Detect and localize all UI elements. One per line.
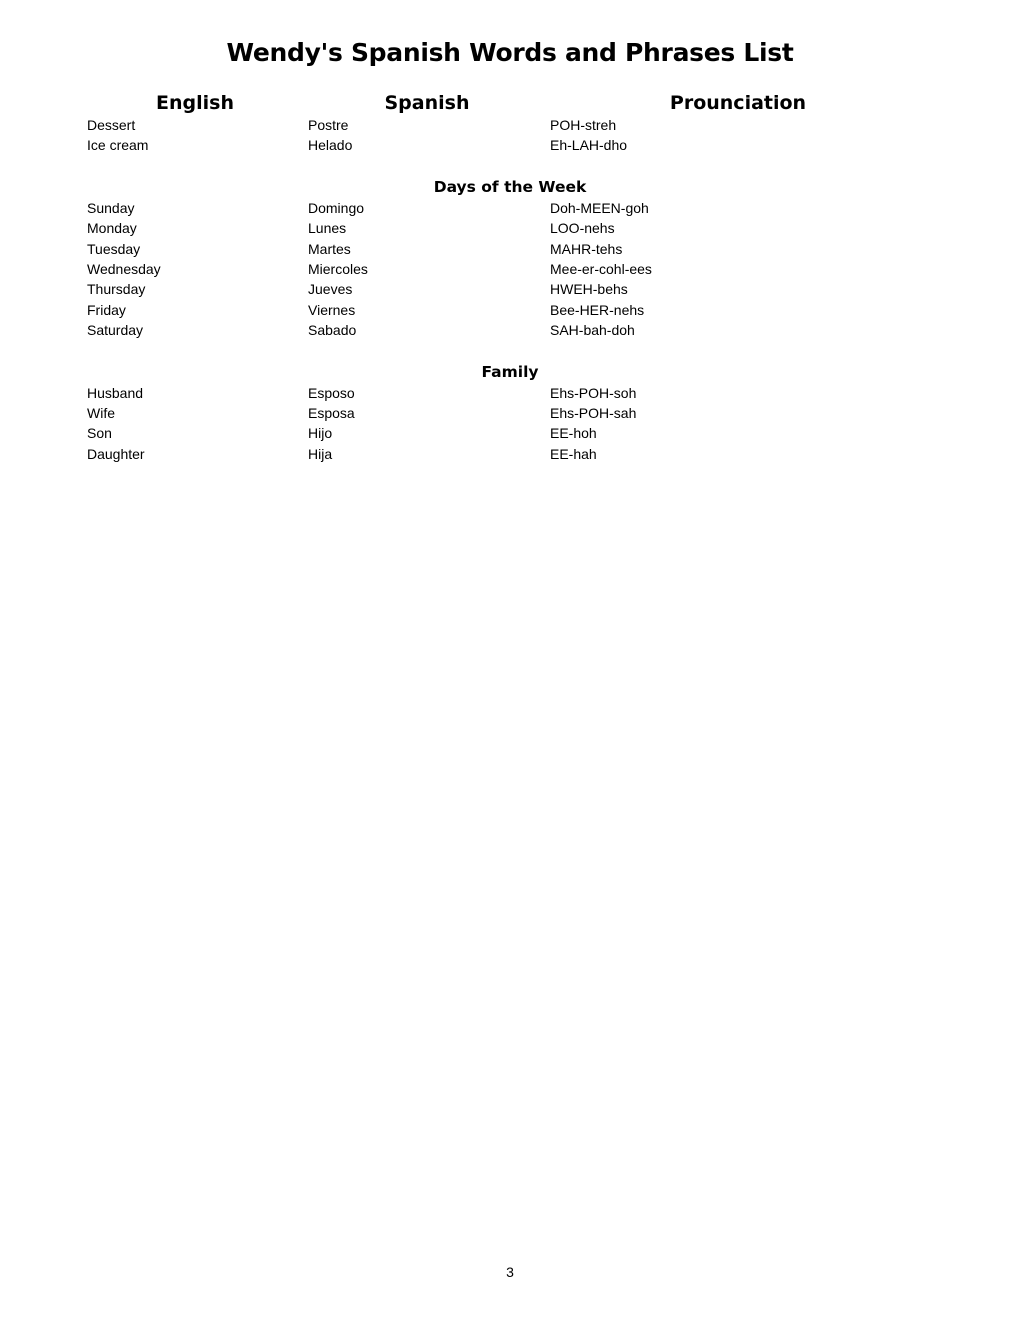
english-word: Wife	[87, 404, 115, 421]
spanish-word: Hijo	[308, 425, 333, 442]
section-heading: Family	[481, 362, 539, 381]
pronunciation: SAH-bah-doh	[550, 322, 635, 339]
pronunciation: Eh-LAH-dho	[550, 137, 628, 154]
vocabulary-row	[0, 218, 1020, 238]
english-word: Thursday	[87, 281, 146, 298]
vocabulary-row	[0, 239, 1020, 259]
vocabulary-row	[0, 320, 1020, 340]
pronunciation: EE-hoh	[550, 425, 597, 442]
vocabulary-row	[0, 198, 1020, 218]
english-word: Daughter	[87, 445, 145, 462]
english-word: Son	[87, 425, 112, 442]
english-word: Tuesday	[87, 240, 141, 257]
spanish-word: Miercoles	[308, 260, 368, 277]
spanish-word: Sabado	[308, 322, 357, 339]
column-header-pronunciation: Prounciation	[669, 92, 807, 114]
spanish-word: Domingo	[308, 199, 365, 216]
english-word: Husband	[87, 384, 144, 401]
pronunciation: LOO-nehs	[550, 220, 615, 237]
spanish-word: Esposo	[308, 384, 355, 401]
vocabulary-section-general	[0, 115, 1020, 156]
spanish-word: Postre	[308, 117, 349, 133]
vocabulary-row	[0, 259, 1020, 279]
spanish-word: Helado	[308, 137, 353, 154]
pronunciation: Doh-MEEN-goh	[550, 199, 649, 216]
pronunciation: MAHR-tehs	[550, 240, 623, 257]
section-spacer	[0, 156, 1020, 176]
vocabulary-row	[0, 444, 1020, 464]
english-word: Dessert	[87, 117, 136, 133]
column-header-english: English	[156, 92, 234, 114]
english-word: Sunday	[87, 199, 135, 216]
english-word: Saturday	[87, 322, 144, 339]
pronunciation: Ehs-POH-soh	[550, 384, 637, 401]
page-title: Wendy's Spanish Words and Phrases List	[226, 38, 794, 67]
vocabulary-row	[0, 403, 1020, 423]
vocabulary-section-family	[0, 361, 1020, 465]
vocabulary-row	[0, 300, 1020, 320]
spanish-word: Jueves	[308, 281, 353, 298]
vocabulary-row	[0, 135, 1020, 155]
section-heading: Days of the Week	[433, 177, 587, 196]
vocabulary-row	[0, 279, 1020, 299]
vocabulary-section-days	[0, 176, 1020, 341]
english-word: Monday	[87, 220, 137, 237]
english-word: Ice cream	[87, 137, 149, 154]
vocabulary-row	[0, 423, 1020, 443]
vocabulary-row	[0, 383, 1020, 403]
page-number: 3	[506, 1264, 514, 1280]
spanish-word: Viernes	[308, 301, 356, 318]
column-header-spanish: Spanish	[384, 92, 470, 114]
column-headers	[0, 89, 1020, 117]
spanish-word: Martes	[308, 240, 351, 257]
vocabulary-list	[0, 115, 1020, 464]
english-word: Wednesday	[87, 260, 161, 277]
pronunciation: POH-streh	[550, 117, 617, 133]
pronunciation: Ehs-POH-sah	[550, 404, 637, 421]
pronunciation: HWEH-behs	[550, 281, 628, 298]
pronunciation: EE-hah	[550, 445, 597, 462]
spanish-word: Esposa	[308, 404, 355, 421]
spanish-word: Hija	[308, 445, 333, 462]
pronunciation: Bee-HER-nehs	[550, 301, 645, 318]
pronunciation: Mee-er-cohl-ees	[550, 260, 652, 277]
spanish-word: Lunes	[308, 220, 347, 237]
vocabulary-row	[0, 115, 1020, 135]
english-word: Friday	[87, 301, 126, 318]
section-spacer	[0, 341, 1020, 361]
